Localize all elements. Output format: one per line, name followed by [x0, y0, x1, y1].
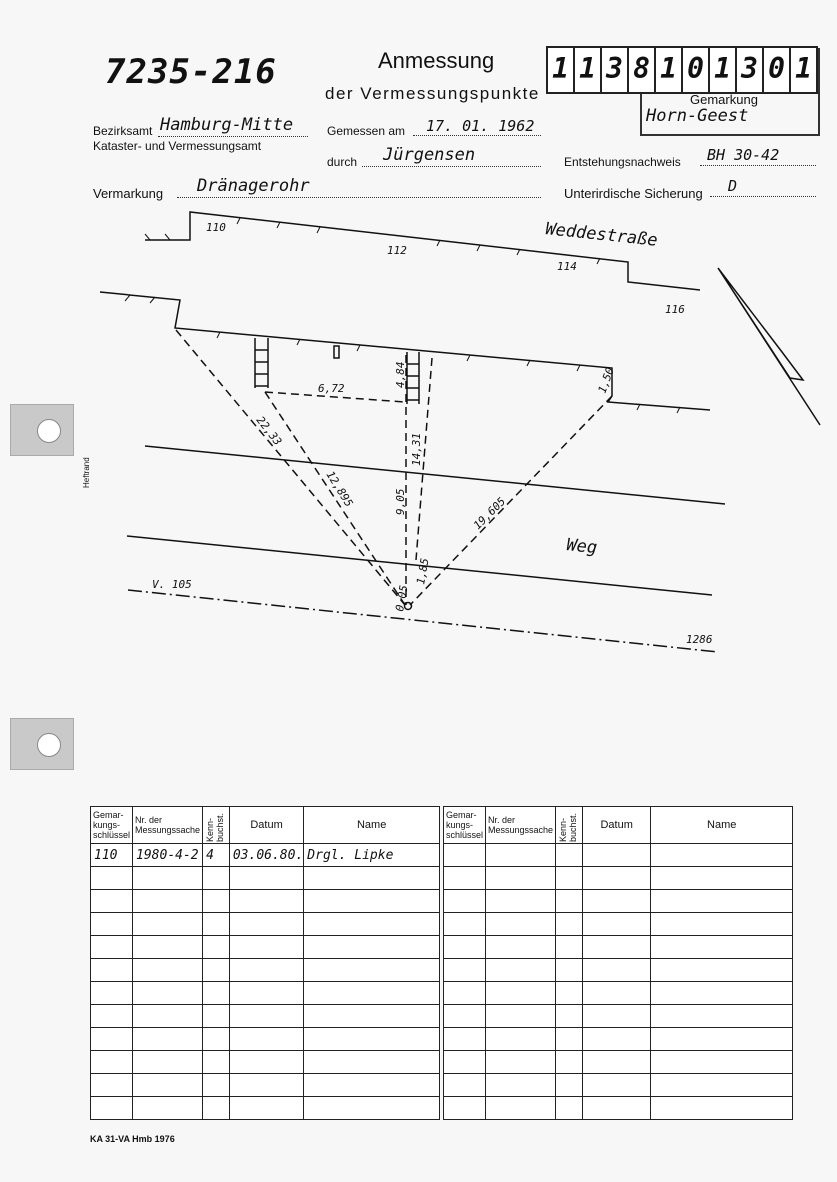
table-cell [229, 890, 303, 913]
measure-label: 6,72 [318, 382, 345, 395]
table-cell [651, 913, 793, 936]
table-cell [203, 913, 230, 936]
id-digit: 8 [629, 48, 656, 92]
table-cell [203, 1074, 230, 1097]
table-cell [229, 936, 303, 959]
table-cell [229, 982, 303, 1005]
table-row [91, 1051, 440, 1074]
ladder-right [407, 352, 419, 404]
table-cell [133, 913, 203, 936]
table-cell: Drgl. Lipke [304, 844, 440, 867]
bezirksamt-value: Hamburg-Mitte [160, 115, 294, 135]
column-header: Datum [229, 807, 303, 844]
column-header: Kenn- buchst. [203, 807, 230, 844]
table-cell [486, 1074, 556, 1097]
table-cell [486, 913, 556, 936]
table-row [91, 844, 440, 867]
house-number: 114 [557, 260, 577, 273]
table-cell [91, 982, 133, 1005]
table-cell [556, 844, 583, 867]
table-cell [304, 890, 440, 913]
table-cell [444, 1097, 486, 1120]
table-cell [91, 1005, 133, 1028]
durch-label: durch [327, 155, 358, 169]
house-number: 110 [206, 221, 226, 234]
table-row [91, 890, 440, 913]
table-cell: 4 [203, 844, 230, 867]
small-mark [334, 346, 339, 358]
table-cell [304, 1028, 440, 1051]
table-cell [444, 982, 486, 1005]
table-cell [304, 959, 440, 982]
punch-hole-icon [37, 733, 61, 757]
table-cell [651, 867, 793, 890]
column-header: Nr. der Messungssache [133, 807, 203, 844]
table-cell [486, 867, 556, 890]
table-cell [582, 1097, 650, 1120]
form-title: Anmessung [378, 48, 495, 73]
table-cell [444, 1005, 486, 1028]
durch-value: Jürgensen [383, 145, 476, 165]
table-cell [582, 936, 650, 959]
street-front-line [145, 212, 700, 290]
table-row [91, 1074, 440, 1097]
table-cell [444, 913, 486, 936]
table-cell [229, 1074, 303, 1097]
table-cell [133, 936, 203, 959]
table-cell [444, 1051, 486, 1074]
amt-label: Kataster- und Vermessungsamt [93, 139, 262, 153]
table-row [444, 890, 793, 913]
column-header: Gemar- kungs- schlüssel [444, 807, 486, 844]
table-cell: 110 [91, 844, 133, 867]
id-digit: 1 [710, 48, 737, 92]
sicherung-label: Unterirdische Sicherung [564, 186, 703, 201]
gemarkung-value: Horn-Geest [646, 106, 749, 126]
table-cell [486, 959, 556, 982]
table-cell [651, 844, 793, 867]
table-cell [91, 1097, 133, 1120]
table-cell: 1980-4-2 [133, 844, 203, 867]
gemessen-label: Gemessen am [327, 124, 406, 138]
table-cell [486, 1005, 556, 1028]
id-digit: 1 [575, 48, 602, 92]
table-cell [229, 959, 303, 982]
sicherung-value: D [728, 177, 738, 195]
table-row [444, 867, 793, 890]
form-footer: KA 31-VA Hmb 1976 [90, 1134, 175, 1144]
table-row [91, 936, 440, 959]
table-cell [651, 936, 793, 959]
column-header: Datum [582, 807, 650, 844]
table-cell [229, 1097, 303, 1120]
table-cell [304, 1005, 440, 1028]
north-arrow-icon [718, 268, 820, 425]
table-cell [486, 936, 556, 959]
table-cell [91, 1028, 133, 1051]
table-cell [582, 844, 650, 867]
table-cell [133, 1005, 203, 1028]
side-label: Heftrand [82, 457, 91, 488]
survey-line [128, 590, 718, 652]
table-cell [304, 936, 440, 959]
gemarkung-label: Gemarkung [690, 92, 758, 107]
bezirksamt-label: Bezirksamt [93, 124, 153, 138]
table-cell [229, 867, 303, 890]
id-digit: 3 [602, 48, 629, 92]
table-cell [444, 1074, 486, 1097]
id-digit: 1 [795, 52, 812, 85]
column-header: Gemar- kungs- schlüssel [91, 807, 133, 844]
id-digit: 3 [737, 48, 764, 92]
table-cell [444, 936, 486, 959]
register-table-right [443, 806, 793, 1120]
table-cell [582, 890, 650, 913]
table-cell [444, 1028, 486, 1051]
sheet-number: 7235-216 [105, 52, 277, 92]
table-cell [304, 1074, 440, 1097]
table-cell [304, 867, 440, 890]
table-cell [203, 867, 230, 890]
table-row [444, 1028, 793, 1051]
table-cell [556, 1097, 583, 1120]
measure-label: 22,33 [253, 413, 285, 448]
table-cell [556, 890, 583, 913]
table-row [444, 959, 793, 982]
binder-punch [10, 404, 74, 456]
line-label-left: V. 105 [152, 578, 192, 591]
table-row [444, 1005, 793, 1028]
table-row [444, 913, 793, 936]
binder-punch [10, 718, 74, 770]
table-cell [444, 959, 486, 982]
measure-label: 4,84 [394, 361, 407, 388]
table-row [444, 936, 793, 959]
building-line [100, 292, 710, 410]
way-line-upper [145, 446, 725, 504]
entstehung-value: BH 30-42 [707, 146, 780, 164]
vermarkung-label: Vermarkung [93, 186, 164, 201]
table-cell [651, 890, 793, 913]
table-cell [203, 982, 230, 1005]
id-digit: 0 [683, 48, 710, 92]
table-cell [582, 913, 650, 936]
table-cell [203, 936, 230, 959]
table-cell [651, 1051, 793, 1074]
column-header: Name [304, 807, 440, 844]
measure-label: 14,31 [410, 432, 423, 466]
table-cell [556, 1074, 583, 1097]
table-cell [304, 913, 440, 936]
table-row [444, 1074, 793, 1097]
vermarkung-value: Dränagerohr [197, 176, 310, 196]
id-digit: 1 [548, 48, 575, 92]
table-row [91, 1028, 440, 1051]
street-label: Weddestraße [544, 219, 659, 251]
table-cell [486, 1097, 556, 1120]
table-cell [91, 913, 133, 936]
table-cell [486, 890, 556, 913]
table-cell [486, 982, 556, 1005]
table-cell [304, 1097, 440, 1120]
table-row [444, 1051, 793, 1074]
gemessen-value: 17. 01. 1962 [426, 117, 535, 135]
table-cell [556, 867, 583, 890]
table-cell [582, 1028, 650, 1051]
table-header-row [91, 807, 440, 844]
register-table-left [90, 806, 440, 1120]
table-cell [556, 959, 583, 982]
way-label: Weg [565, 535, 599, 559]
table-cell [133, 1074, 203, 1097]
table-cell [133, 1051, 203, 1074]
table-cell [582, 982, 650, 1005]
table-cell [444, 867, 486, 890]
table-cell [133, 1097, 203, 1120]
measure-label: 12,895 [323, 468, 356, 510]
measure-label: 0,05 [393, 584, 411, 613]
table-cell [203, 1028, 230, 1051]
table-cell [91, 936, 133, 959]
table-cell [91, 959, 133, 982]
table-cell [651, 1005, 793, 1028]
table-cell [91, 1051, 133, 1074]
table-cell [556, 913, 583, 936]
table-cell [582, 1074, 650, 1097]
table-cell [556, 1028, 583, 1051]
table-cell [582, 959, 650, 982]
house-number: 116 [665, 303, 685, 316]
table-cell [203, 1005, 230, 1028]
form-subtitle: der Vermessungspunkte [325, 84, 540, 103]
table-cell [582, 867, 650, 890]
table-cell [229, 1005, 303, 1028]
measure-label: 9,05 [394, 488, 407, 515]
table-cell [486, 1051, 556, 1074]
table-cell [203, 890, 230, 913]
table-cell [229, 1028, 303, 1051]
table-cell [651, 1074, 793, 1097]
house-number: 112 [387, 244, 407, 257]
table-cell [133, 982, 203, 1005]
measure-label: 1,50 [595, 365, 617, 396]
table-cell [486, 1028, 556, 1051]
table-cell [556, 936, 583, 959]
line-label-right: 1286 [686, 633, 713, 646]
table-row [444, 844, 793, 867]
table-cell [133, 890, 203, 913]
table-row [91, 1097, 440, 1120]
table-cell [651, 1028, 793, 1051]
table-row [91, 959, 440, 982]
table-cell [444, 844, 486, 867]
table-cell [91, 867, 133, 890]
id-digit: 0 [764, 48, 791, 92]
column-header: Nr. der Messungssache [486, 807, 556, 844]
measure-label: 19,605 [470, 494, 509, 533]
ladder-left [255, 338, 268, 388]
id-digit: 1 [656, 48, 683, 92]
table-cell [556, 1051, 583, 1074]
table-cell [229, 1051, 303, 1074]
table-cell [304, 1051, 440, 1074]
table-cell [203, 1097, 230, 1120]
table-cell [133, 1028, 203, 1051]
table-header-row [444, 807, 793, 844]
table-row [444, 1097, 793, 1120]
column-header: Name [651, 807, 793, 844]
table-cell [651, 1097, 793, 1120]
punch-hole-icon [37, 419, 61, 443]
table-cell [91, 890, 133, 913]
table-cell [133, 867, 203, 890]
table-cell [444, 890, 486, 913]
column-header: Kenn- buchst. [556, 807, 583, 844]
table-row [91, 1005, 440, 1028]
table-cell [582, 1005, 650, 1028]
table-cell [133, 959, 203, 982]
table-row [444, 982, 793, 1005]
table-cell [556, 982, 583, 1005]
table-cell [203, 1051, 230, 1074]
table-row [91, 913, 440, 936]
table-row [91, 867, 440, 890]
table-cell [651, 959, 793, 982]
table-cell [229, 913, 303, 936]
table-row [91, 982, 440, 1005]
table-cell [304, 982, 440, 1005]
table-cell [203, 959, 230, 982]
measure-label: 1,85 [414, 557, 432, 586]
table-cell [91, 1074, 133, 1097]
table-cell: 03.06.80. [229, 844, 303, 867]
table-cell [486, 844, 556, 867]
entstehung-label: Entstehungsnachweis [564, 155, 681, 169]
table-cell [556, 1005, 583, 1028]
table-cell [651, 982, 793, 1005]
table-cell [582, 1051, 650, 1074]
